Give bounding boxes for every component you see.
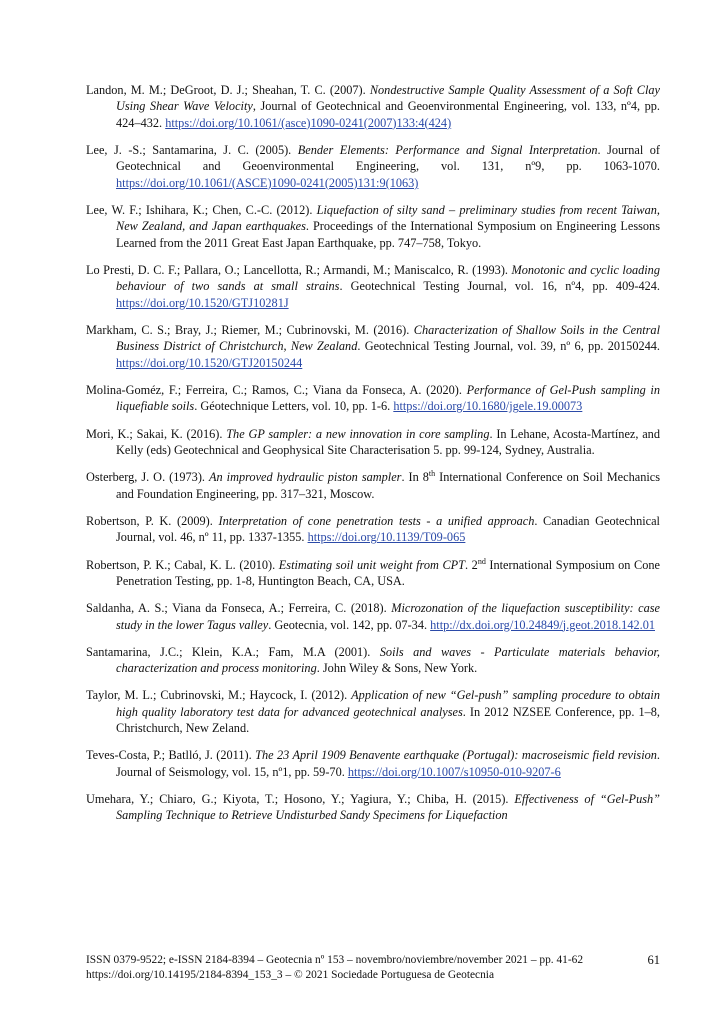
reference-entry bbox=[86, 426, 660, 459]
reference-source: . Géotechnique Letters, vol. 10, pp. 1-6. bbox=[194, 399, 394, 414]
reference-source: . In Lehane, Acosta-Martínez, and Kelly (eds) Geotechnical and Geophysical Site Characterisation 5. pp. 99-124, Sydney, Australia. bbox=[116, 426, 660, 458]
reference-entry bbox=[86, 687, 660, 736]
reference-source: . Journal of Geotechnical and Geoenvironmental Engineering, vol. 131, nº9, pp. 1063-1070. bbox=[116, 143, 660, 174]
reference-entry bbox=[86, 469, 660, 502]
reference-authors: Umehara, Y.; Chiaro, G.; Kiyota, T.; Hosono, Y.; Yagiura, Y.; Chiba, H. (2015). bbox=[86, 791, 515, 806]
reference-authors: Landon, M. M.; DeGroot, D. J.; Sheahan, T. C. (2007). bbox=[86, 83, 370, 97]
reference-doi-link[interactable]: https://doi.org/10.1007/s10950-010-9207-6 bbox=[347, 764, 561, 779]
reference-title: Application of new “Gel-push” sampling procedure to obtain high quality laboratory test data for advanced geotechnical analyses bbox=[116, 688, 660, 719]
reference-authors: Lee, W. F.; Ishihara, K.; Chen, C.-C. (2012). bbox=[86, 203, 317, 218]
reference-doi-link[interactable]: https://doi.org/10.1680/jgele.19.00073 bbox=[393, 399, 583, 414]
reference-entry bbox=[86, 644, 660, 677]
footer-issn: ISSN 0379-9522; e-ISSN 2184-8394 – Geotecnia nº 153 – novembro/noviembre/november 2021 – pp. 41-62 bbox=[86, 954, 584, 966]
page-number: 61 bbox=[647, 953, 660, 967]
page-footer bbox=[86, 953, 660, 983]
reference-source: . Canadian Geotechnical Journal, vol. 46, nº 11, pp. 1337-1355. bbox=[116, 513, 660, 545]
reference-source: . Geotechnical Testing Journal, vol. 39, nº 6, pp. 20150244. bbox=[357, 339, 660, 354]
reference-entry bbox=[86, 513, 660, 546]
reference-authors: Molina-Goméz, F.; Ferreira, C.; Ramos, C.; Viana da Fonseca, A. (2020). bbox=[86, 383, 467, 398]
reference-title: Interpretation of cone penetration tests - a unified approach bbox=[218, 513, 535, 528]
reference-title: Soils and waves - Particulate materials behavior, characterization and process monitoring bbox=[116, 644, 660, 676]
reference-title: Liquefaction of silty sand – preliminary studies from recent Taiwan, New Zealand, and Japan earthquakes bbox=[116, 203, 660, 234]
reference-source: . In 8 bbox=[401, 470, 429, 485]
reference-title: The GP sampler: a new innovation in core sampling bbox=[226, 426, 490, 441]
reference-entry bbox=[86, 82, 660, 131]
reference-source: , Journal of Geotechnical and Geoenvironmental Engineering, vol. 133, nº4, pp. 424–432. bbox=[116, 99, 661, 130]
reference-entry bbox=[86, 142, 660, 191]
reference-authors: Mori, K.; Sakai, K. (2016). bbox=[86, 426, 227, 441]
reference-authors: Lo Presti, D. C. F.; Pallara, O.; Lancellotta, R.; Armandi, M.; Maniscalco, R. (1993). bbox=[86, 263, 512, 278]
reference-entry bbox=[86, 382, 660, 415]
reference-source: . Geotechnical Testing Journal, vol. 16, nº4, pp. 409-424. bbox=[339, 279, 660, 294]
reference-title: Nondestructive Sample Quality Assessment of a Soft Clay Using Shear Wave Velocity bbox=[116, 83, 660, 114]
reference-title: Monotonic and cyclic loading behaviour of two sands at small strains bbox=[116, 263, 660, 294]
reference-source: . Journal of Seismology, vol. 15, nº1, pp. 59-70. bbox=[116, 748, 660, 779]
reference-title: Microzonation of the liquefaction susceptibility: case study in the lower Tagus valley bbox=[116, 601, 660, 632]
reference-authors: Saldanha, A. S.; Viana da Fonseca, A.; Ferreira, C. (2018). bbox=[86, 601, 392, 616]
reference-doi-link[interactable]: https://doi.org/10.1520/GTJ20150244 bbox=[116, 355, 303, 370]
reference-authors: Lee, J. -S.; Santamarina, J. C. (2005). bbox=[86, 143, 298, 158]
reference-doi-link[interactable]: https://doi.org/10.1061/(ASCE)1090-0241(2005)131:9(1063) bbox=[116, 175, 419, 190]
reference-source: . John Wiley & Sons, New York. bbox=[316, 661, 478, 676]
reference-doi-link[interactable]: https://doi.org/10.1061/(asce)1090-0241(2007)133:4(424) bbox=[165, 115, 452, 130]
reference-source: . Proceedings of the International Symposium on Engineering Lessons Learned from the 2011 Great East Japan Earthquake, pp. 747–758, Tokyo. bbox=[116, 219, 660, 250]
reference-authors: Santamarina, J.C.; Klein, K.A.; Fam, M.A (2001). bbox=[86, 644, 380, 659]
reference-entry bbox=[86, 202, 660, 251]
reference-entry bbox=[86, 322, 660, 371]
footer-doi: https://doi.org/10.14195/2184-8394_153_3 – © 2021 Sociedade Portuguesa de Geotecnia bbox=[86, 969, 495, 981]
reference-entry bbox=[86, 262, 660, 311]
reference-source: . 2 bbox=[465, 557, 478, 572]
reference-title: Bender Elements: Performance and Signal Interpretation bbox=[297, 143, 598, 158]
reference-entry bbox=[86, 791, 660, 824]
reference-source-cont: International Symposium on Cone Penetration Testing, pp. 1-8, Huntington Beach, CA, USA. bbox=[116, 557, 660, 588]
reference-doi-link[interactable]: http://dx.doi.org/10.24849/j.geot.2018.142.01 bbox=[430, 617, 655, 632]
reference-source: . In 2012 NZSEE Conference, pp. 1–8, Christchurch, New Zeland. bbox=[116, 704, 660, 736]
reference-title: An improved hydraulic piston sampler bbox=[209, 470, 402, 485]
reference-entry bbox=[86, 747, 660, 780]
reference-authors: Taylor, M. L.; Cubrinovski, M.; Haycock, I. (2012). bbox=[86, 688, 352, 703]
reference-authors: Osterberg, J. O. (1973). bbox=[86, 470, 209, 485]
reference-source: . Geotecnia, vol. 142, pp. 07-34. bbox=[268, 617, 431, 632]
reference-title: Characterization of Shallow Soils in the Central Business District of Christchurch, New Zealand bbox=[116, 323, 660, 354]
reference-doi-link[interactable]: https://doi.org/10.1139/T09-065 bbox=[307, 530, 466, 545]
reference-title: Effectiveness of “Gel-Push” Sampling Technique to Retrieve Undisturbed Sandy Specimens for Liquefaction bbox=[116, 791, 660, 823]
reference-entry bbox=[86, 600, 660, 633]
reference-authors: Robertson, P. K.; Cabal, K. L. (2010). bbox=[86, 557, 279, 572]
reference-authors: Teves-Costa, P.; Batlló, J. (2011). bbox=[86, 748, 256, 763]
reference-authors: Robertson, P. K. (2009). bbox=[86, 513, 219, 528]
reference-title: Performance of Gel-Push sampling in liquefiable soils bbox=[116, 383, 660, 414]
reference-entry bbox=[86, 557, 660, 590]
reference-superscript: th bbox=[428, 469, 436, 479]
reference-superscript: nd bbox=[477, 556, 486, 566]
reference-doi-link[interactable]: https://doi.org/10.1520/GTJ10281J bbox=[116, 295, 289, 310]
reference-list bbox=[86, 82, 660, 835]
reference-title: The 23 April 1909 Benavente earthquake (Portugal): macroseismic field revision bbox=[255, 748, 657, 763]
reference-authors: Markham, C. S.; Bray, J.; Riemer, M.; Cubrinovski, M. (2016). bbox=[86, 323, 414, 338]
reference-source-cont: International Conference on Soil Mechanics and Foundation Engineering, pp. 317–321, Moscow. bbox=[116, 470, 661, 501]
reference-title: Estimating soil unit weight from CPT bbox=[278, 557, 465, 572]
